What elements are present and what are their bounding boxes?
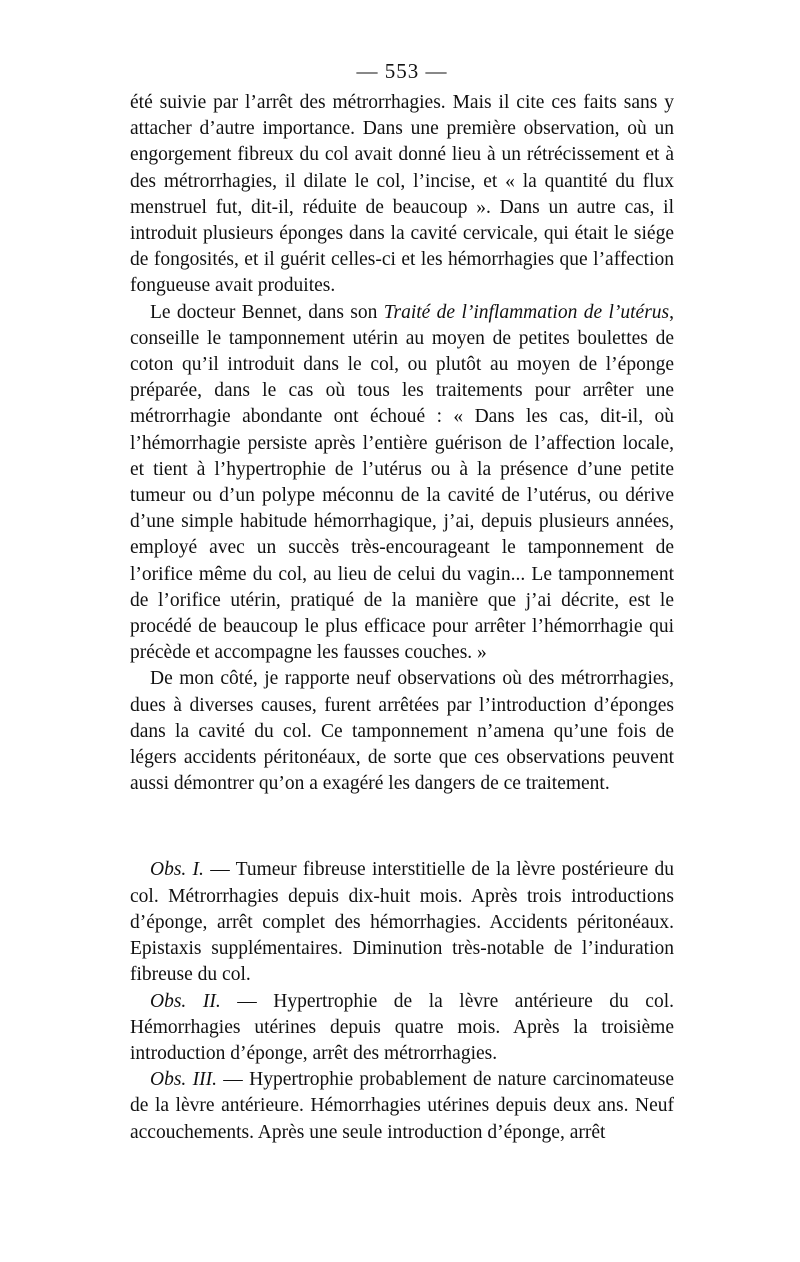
book-title: Traité de l’inflammation de l’utérus xyxy=(383,301,670,323)
paragraph-2-before: Le docteur Bennet, dans son xyxy=(150,301,384,323)
page-number: — 553 — xyxy=(356,59,448,83)
observation-1-text: — Tumeur fibreuse interstitielle de la lèvre postérieure du col. Métrorrhagies depuis dix-huit mois. Après trois introductions d’éponge, arrêt complet des hémorrhagies. Accidents péritonéaux. Epistaxis supplémentaires. Diminution très-notable de l’induration fibreuse du col. xyxy=(130,859,674,986)
observation-3 xyxy=(130,1067,674,1146)
observation-3-label: Obs. III. xyxy=(150,1069,217,1091)
observation-2-text: — Hypertrophie de la lèvre antérieure du col. Hémorrhagies utérines depuis quatre mois. Après la troisième introduction d’éponge, arrêt des métrorrhagies. xyxy=(130,990,674,1064)
observation-1 xyxy=(130,857,674,988)
paragraph-2-after: , conseille le tamponnement utérin au moyen de petites boulettes de coton qu’il introduit dans le col, ou plutôt au moyen de l’éponge préparée, dans le cas où tous les traitements pour arrêter une métrorrhagie abondante ont échoué : « Dans les cas, dit-il, où l’hémorrhagie persiste après l’entière guérison de l’affection locale, et tient à l’hypertrophie de l’utérus ou à la présence d’une petite tumeur ou d’un polype méconnu de la cavité de l’utérus, ou dérive d’une simple habitude hémorrhagique, j’ai, depuis plusieurs années, employé avec un succès très-encourageant le tamponnement de l’orifice même du col, au lieu de celui du vagin... Le tamponnement de l’orifice utérin, pratiqué de la manière que j’ai décrite, est le procédé de beaucoup le plus efficace pour arrêter l’hémorrhagie qui précède et accompagne les fausses couches. » xyxy=(130,301,674,664)
observation-1-label: Obs. I. xyxy=(150,859,204,881)
paragraph-1: été suivie par l’arrêt des métrorrhagies. Mais il cite ces faits sans y attacher d’autre importance. Dans une première observation, où un engorgement fibreux du col avait donné lieu à un rétrécissement et à des métrorrhagies, il dilate le col, l’incise, et « la quantité du flux menstruel fut, dit-il, réduite de beaucoup ». Dans un autre cas, il introduit plusieurs éponges dans la cavité cervicale, qui était le siége de fongosités, et il guérit celles-ci et les hémorrhagies que l’affection fongueuse avait produites. xyxy=(130,92,674,297)
observation-2-label: Obs. II. xyxy=(150,990,221,1012)
paragraph-2 xyxy=(130,300,674,667)
paragraph-3: De mon côté, je rapporte neuf observations où des métrorrhagies, dues à diverses causes, furent arrêtées par l’introduction d’éponges dans la cavité du col. Ce tamponnement n’amena qu’une fois de légers accidents péritonéaux, de sorte que ces observations peuvent aussi démontrer qu’on a exagéré les dangers de ce traitement. xyxy=(130,668,674,795)
observation-3-text: — Hypertrophie probablement de nature carcinomateuse de la lèvre antérieure. Hémorrhagies utérines depuis deux ans. Neuf accouchements. Après une seule introduction d’éponge, arrêt xyxy=(130,1069,674,1143)
book-page xyxy=(130,56,674,1146)
observation-2 xyxy=(130,989,674,1068)
section-spacer xyxy=(130,797,674,857)
